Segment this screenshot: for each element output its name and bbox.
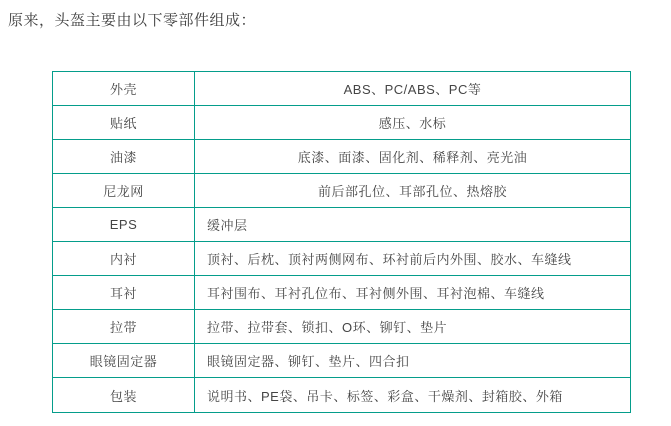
table-row bbox=[53, 208, 630, 242]
table-row bbox=[53, 174, 630, 208]
helmet-parts-table bbox=[52, 71, 631, 413]
table-row bbox=[53, 106, 630, 140]
table-row bbox=[53, 378, 630, 412]
table-row bbox=[53, 242, 630, 276]
part-name-cell: 包装 bbox=[53, 378, 195, 412]
part-name-cell: EPS bbox=[53, 208, 195, 241]
table-row bbox=[53, 310, 630, 344]
table-row bbox=[53, 276, 630, 310]
components-cell: 拉带、拉带套、锁扣、O环、铆钉、垫片 bbox=[207, 320, 448, 335]
components-cell: 前后部孔位、耳部孔位、热熔胶 bbox=[317, 184, 507, 199]
components-cell: 缓冲层 bbox=[207, 218, 248, 233]
table-row bbox=[53, 72, 630, 106]
table-row bbox=[53, 140, 630, 174]
components-cell: 耳衬围布、耳衬孔位布、耳衬侧外围、耳衬泡棉、车缝线 bbox=[207, 286, 545, 301]
part-name-cell: 眼镜固定器 bbox=[53, 344, 195, 377]
components-cell: 底漆、面漆、固化剂、稀释剂、亮光油 bbox=[297, 150, 528, 165]
components-cell: 眼镜固定器、铆钉、垫片、四合扣 bbox=[207, 354, 410, 369]
part-name-cell: 尼龙网 bbox=[53, 174, 195, 207]
components-cell: 说明书、PE袋、吊卡、标签、彩盒、干燥剂、封箱胶、外箱 bbox=[207, 388, 563, 404]
components-cell: 感压、水标 bbox=[378, 116, 447, 131]
components-cell: 顶衬、后枕、顶衬两侧网布、环衬前后内外围、胶水、车缝线 bbox=[207, 252, 572, 267]
part-name-cell: 耳衬 bbox=[53, 276, 195, 309]
page-title: 原来，头盔主要由以下零部件组成： bbox=[8, 12, 257, 29]
part-name-cell: 外壳 bbox=[53, 72, 195, 105]
part-name-cell: 贴纸 bbox=[53, 106, 195, 139]
components-cell: ABS、PC/ABS、PC等 bbox=[343, 82, 482, 97]
part-name-cell: 油漆 bbox=[53, 140, 195, 173]
part-name-cell: 拉带 bbox=[53, 310, 195, 343]
part-name-cell: 内衬 bbox=[53, 242, 195, 275]
table-row bbox=[53, 344, 630, 378]
